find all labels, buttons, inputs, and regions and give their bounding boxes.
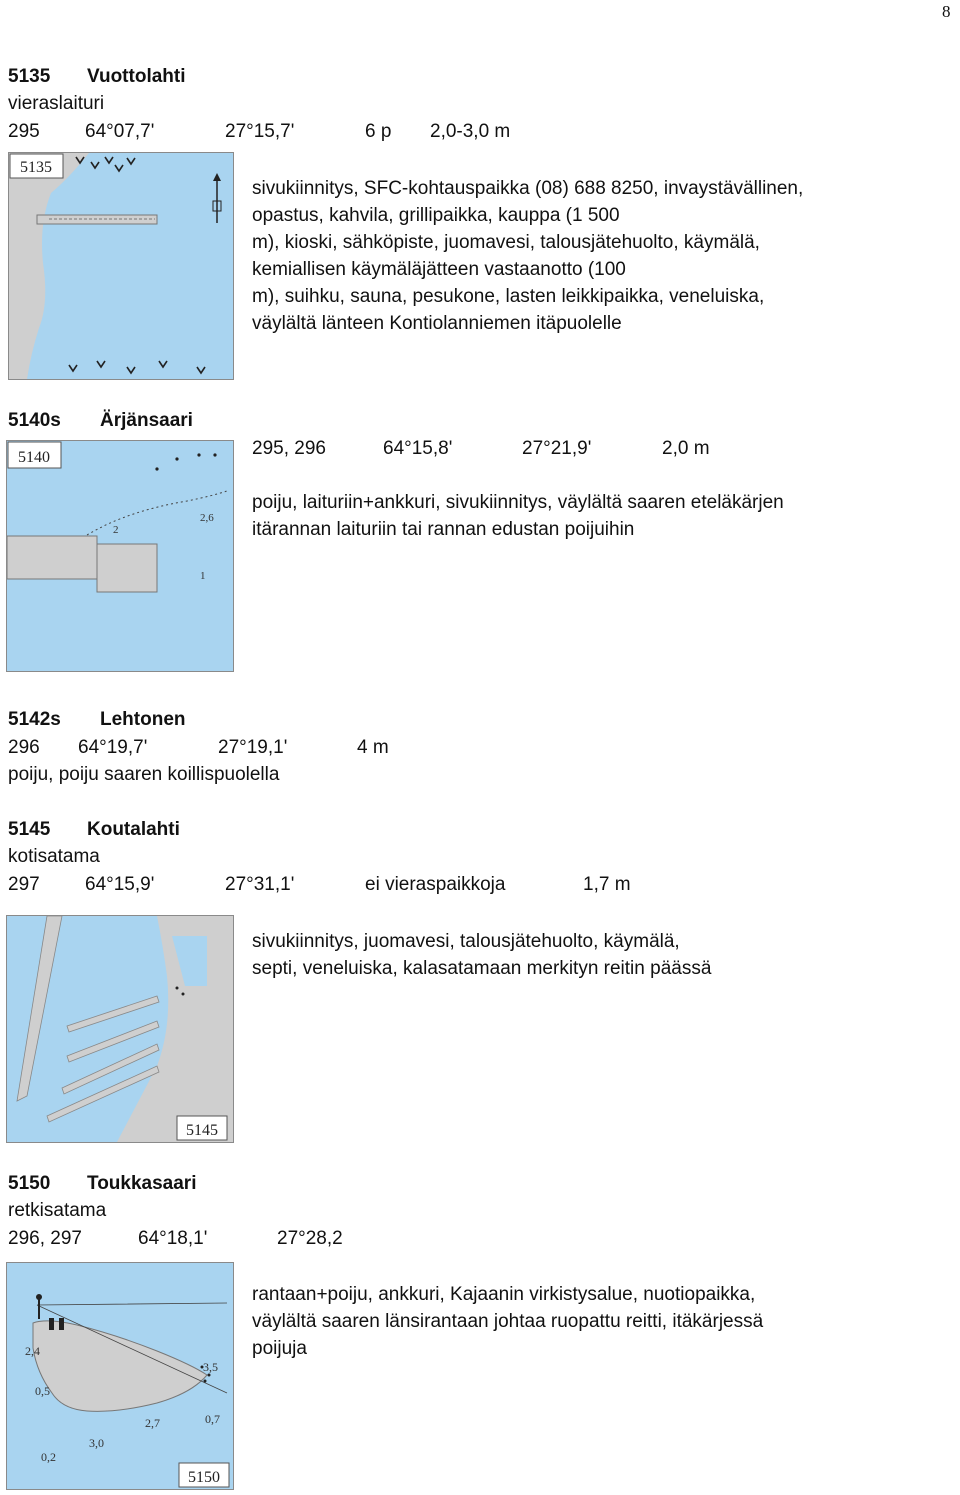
description-line: poiju, laituriin+ankkuri, sivukiinnitys, väylältä saaren eteläkärjen — [252, 492, 784, 513]
harbour-map-5145 — [6, 915, 234, 1143]
description-line: septi, veneluiska, kalasatamaan merkityn reitin päässä — [252, 958, 712, 979]
entry-5140s-depth: 2,0 m — [662, 438, 710, 459]
entry-5145-depth: 1,7 m — [583, 874, 631, 895]
description-line: itärannan laituriin tai rannan edustan poijuihin — [252, 519, 635, 540]
entry-5150-type: retkisatama — [8, 1200, 107, 1221]
entry-5142s-chart: 296 — [8, 737, 40, 758]
map-5140-depth: 1 — [200, 570, 206, 582]
entry-5150-longitude: 27°28,2 — [277, 1228, 343, 1249]
entry-5142s-latitude: 64°19,7' — [78, 737, 148, 758]
map-5150-label: 5150 — [188, 1469, 220, 1486]
entry-5135-depth: 2,0-3,0 m — [430, 121, 511, 142]
harbour-map-5140 — [6, 440, 234, 672]
description-line: opastus, kahvila, grillipaikka, kauppa (1 500 — [252, 205, 620, 226]
entry-5135-longitude: 27°15,7' — [225, 121, 295, 142]
map-5140-depth: 2,6 — [200, 512, 214, 524]
harbour-map-5150 — [6, 1262, 234, 1490]
entry-5145-name: Koutalahti — [87, 819, 180, 840]
entry-5142s-name: Lehtonen — [100, 709, 186, 730]
map-5150-depth: 2,7 — [145, 1416, 160, 1430]
description-line: sivukiinnitys, juomavesi, talousjätehuolto, käymälä, — [252, 931, 680, 952]
entry-5135-name: Vuottolahti — [87, 66, 186, 87]
entry-5150-latitude: 64°18,1' — [138, 1228, 208, 1249]
map-5140-depth: 2 — [113, 524, 119, 536]
entry-5135-places: 6 p — [365, 121, 392, 142]
description-line: m), suihku, sauna, pesukone, lasten leikkipaikka, veneluiska, — [252, 286, 765, 307]
map-5150-depth: 3,5 — [203, 1360, 218, 1374]
entry-5145-longitude: 27°31,1' — [225, 874, 295, 895]
entry-5140s-latitude: 64°15,8' — [383, 438, 453, 459]
entry-5142s-depth: 4 m — [357, 737, 389, 758]
map-5150-depth: 2,4 — [25, 1344, 40, 1358]
entry-5140s-code: 5140s — [8, 410, 61, 431]
entry-5135-chart: 295 — [8, 121, 40, 142]
entry-5135-latitude: 64°07,7' — [85, 121, 155, 142]
entry-5140s-description — [252, 489, 952, 543]
entry-5142s-description: poiju, poiju saaren koillispuolella — [8, 764, 280, 785]
entry-5145-chart: 297 — [8, 874, 40, 895]
description-line: väylältä länteen Kontiolanniemen itäpuolelle — [252, 313, 622, 334]
entry-5150-chart: 296, 297 — [8, 1228, 82, 1249]
entry-5145-type: kotisatama — [8, 846, 100, 867]
description-line: sivukiinnitys, SFC-kohtauspaikka (08) 688 8250, invaystävällinen, — [252, 178, 804, 199]
entry-5145-code: 5145 — [8, 819, 51, 840]
map-5135-label: 5135 — [20, 159, 52, 176]
map-5145-label: 5145 — [186, 1122, 218, 1139]
description-line: rantaan+poiju, ankkuri, Kajaanin virkistysalue, nuotiopaikka, — [252, 1284, 756, 1305]
page-number: 8 — [942, 2, 951, 21]
entry-5140s-name: Ärjänsaari — [100, 410, 193, 431]
entry-5150-name: Toukkasaari — [87, 1173, 197, 1194]
entry-5142s-code: 5142s — [8, 709, 61, 730]
entry-5140s-longitude: 27°21,9' — [522, 438, 592, 459]
entry-5135-type: vieraslaituri — [8, 93, 105, 114]
map-5150-depth: 0,5 — [35, 1384, 50, 1398]
entry-5145-latitude: 64°15,9' — [85, 874, 155, 895]
entry-5150-code: 5150 — [8, 1173, 51, 1194]
map-5150-depth: 0,2 — [41, 1450, 56, 1464]
description-line: poijuja — [252, 1338, 307, 1359]
harbour-map-5135 — [8, 152, 234, 380]
entry-5145-description — [252, 928, 952, 982]
description-line: väylältä saaren länsirantaan johtaa ruopattu reitti, itäkärjessä — [252, 1311, 764, 1332]
description-line: kemiallisen käymäläjätteen vastaanotto (100 — [252, 259, 626, 280]
entry-5135-code: 5135 — [8, 66, 51, 87]
entry-5135-description — [252, 175, 952, 337]
entry-5145-places: ei vieraspaikkoja — [365, 874, 506, 895]
entry-5142s-longitude: 27°19,1' — [218, 737, 288, 758]
map-5140-label: 5140 — [18, 449, 50, 466]
entry-5140s-chart: 295, 296 — [252, 438, 326, 459]
map-5150-depth: 0,7 — [205, 1412, 220, 1426]
description-line: m), kioski, sähköpiste, juomavesi, talousjätehuolto, käymälä, — [252, 232, 760, 253]
entry-5150-description — [252, 1281, 952, 1362]
map-5150-depth: 3,0 — [89, 1436, 104, 1450]
